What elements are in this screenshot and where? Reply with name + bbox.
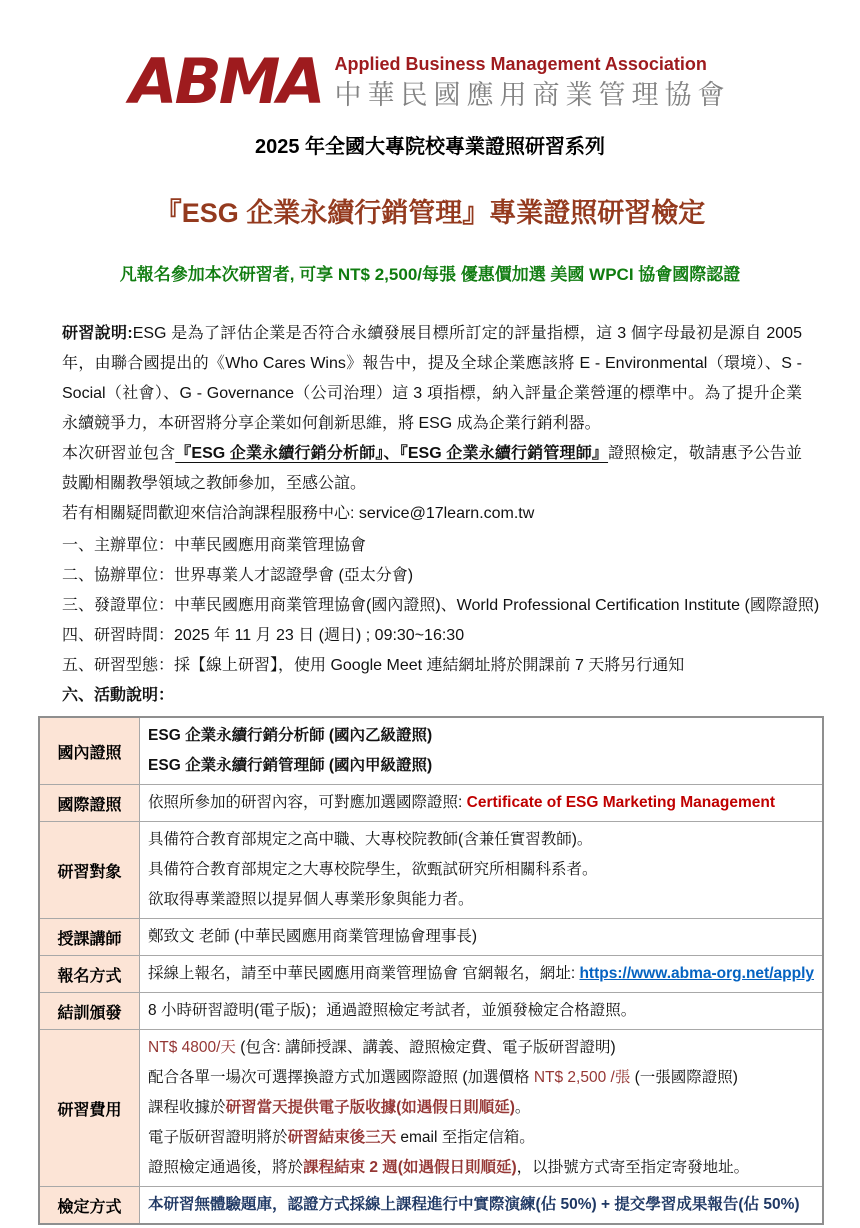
table-row xyxy=(39,956,823,993)
fee-line-5-post: ，以掛號方式寄至指定寄發地址。 xyxy=(516,1159,750,1176)
row-label-domestic-cert: 國內證照 xyxy=(39,717,140,785)
fee-addon-price: NT$ 2,500 /張 xyxy=(533,1069,631,1086)
logo-name-block xyxy=(334,50,730,114)
intro-label: 研習說明: xyxy=(62,325,133,342)
fee-line-3-post: 。 xyxy=(514,1099,531,1116)
table-row xyxy=(39,1187,823,1225)
table-row xyxy=(39,717,823,785)
fee-line-4 xyxy=(148,1123,814,1153)
row-label-lecturer: 授課講師 xyxy=(39,919,140,956)
include-cert-names: 『ESG 企業永續行銷分析師』、『ESG 企業永續行銷管理師』 xyxy=(175,445,609,462)
contact-line: 若有相關疑問歡迎來信洽詢課程服務中心: service@17learn.com.tw xyxy=(62,505,535,522)
fee-mailing-timing: 課程結束 2 週(如遇假日則順延) xyxy=(303,1159,517,1176)
fee-line-1 xyxy=(148,1033,814,1063)
page-title: 『ESG 企業永續行銷管理』專業證照研習檢定 xyxy=(154,198,706,228)
fee-line-5 xyxy=(148,1153,814,1183)
audience-line3: 欲取得專業證照以提昇個人專業形象與能力者。 xyxy=(148,891,474,908)
association-name-en: Applied Business Management Association xyxy=(334,54,707,74)
row-label-international-cert: 國際證照 xyxy=(39,785,140,822)
association-name-zh: 中華民國應用商業管理協會 xyxy=(334,80,731,110)
domestic-cert-line2: ESG 企業永續行銷管理師 (國內甲級證照) xyxy=(148,757,433,774)
include-suffix: 證照檢定，敬請惠予公告並鼓勵相關教學領域之教師參加，至感公誼。 xyxy=(62,445,802,492)
table-row xyxy=(39,785,823,822)
list-item-issuer: 三、發證單位：中華民國應用商業管理協會(國內證照)、World Professional Certification Institute (國際證照) xyxy=(62,597,820,614)
fee-line-2-post: (一張國際證照) xyxy=(630,1069,738,1086)
list-item-co-organizer: 二、協辦單位：世界專業人才認證學會 (亞太分會) xyxy=(62,567,414,584)
fee-line-3 xyxy=(148,1093,814,1123)
fee-certificate-timing: 研習結束後三天 xyxy=(287,1129,397,1146)
international-cert-name: Certificate of ESG Marketing Management xyxy=(466,794,776,811)
list-item-activity: 六、活動說明： xyxy=(62,687,175,704)
fee-price-per-day: NT$ 4800/天 xyxy=(148,1039,236,1056)
row-label-assessment: 檢定方式 xyxy=(39,1187,140,1225)
list-item-organizer: 一、主辦單位：中華民國應用商業管理協會 xyxy=(62,537,367,554)
assessment-text: 本研習無體驗題庫，認證方式採線上課程進行中實際演練(佔 50%) + 提交學習成果報告(佔 50%) xyxy=(140,1187,823,1225)
fee-receipt-note: 研習當天提供電子版收據(如遇假日則順延) xyxy=(225,1099,515,1116)
row-label-registration: 報名方式 xyxy=(39,956,140,993)
promo-banner: 凡報名參加本次研習者, 可享 NT$ 2,500/每張 優惠價加選 美國 WPCI 協會國際認證 xyxy=(119,265,741,284)
fee-line-4-pre: 電子版研習證明將於 xyxy=(148,1129,288,1146)
fee-line-2-pre: 配合各單一場次可選擇換證方式加選國際證照 (加選價格 xyxy=(148,1069,534,1086)
course-info-table xyxy=(38,716,824,1225)
completion-text: 8 小時研習證明(電子版)；通過證照檢定考試者，並頒發檢定合格證照。 xyxy=(140,993,823,1030)
fee-line-3-pre: 課程收據於 xyxy=(148,1099,226,1116)
fee-line-4-post: email 至指定信箱。 xyxy=(396,1129,535,1146)
info-list xyxy=(62,531,820,711)
include-paragraph xyxy=(62,439,802,499)
include-prefix: 本次研習並包含 xyxy=(62,445,176,462)
registration-prefix: 採線上報名，請至中華民國應用商業管理協會 官網報名，網址: xyxy=(148,965,580,982)
fee-line-2 xyxy=(148,1063,814,1093)
audience-line1: 具備符合教育部規定之高中職、大專校院教師(含兼任實習教師)。 xyxy=(148,831,593,848)
list-item-format: 五、研習型態：採【線上研習】，使用 Google Meet 連結網址將於開課前 7 天將另行通知 xyxy=(62,657,685,674)
row-label-audience: 研習對象 xyxy=(39,822,140,919)
row-label-completion: 結訓頒發 xyxy=(39,993,140,1030)
table-row xyxy=(39,919,823,956)
abma-logo-text: ABMA xyxy=(129,45,323,118)
lecturer-text: 鄭致文 老師 (中華民國應用商業管理協會理事長) xyxy=(140,919,823,956)
international-cert-prefix: 依照所參加的研習內容，可對應加選國際證照: xyxy=(148,794,467,811)
intro-paragraph xyxy=(62,319,802,439)
list-item-time: 四、研習時間：2025 年 11 月 23 日 (週日) ; 09:30~16:30 xyxy=(62,627,465,644)
table-row xyxy=(39,993,823,1030)
fee-line-1-rest: (包含: 講師授課、講義、證照檢定費、電子版研習證明) xyxy=(235,1039,616,1056)
series-title: 2025 年全國大專院校專業證照研習系列 xyxy=(254,136,606,158)
fee-line-5-pre: 證照檢定通過後，將於 xyxy=(148,1159,304,1176)
domestic-cert-line1: ESG 企業永續行銷分析師 (國內乙級證照) xyxy=(148,727,433,744)
apply-url-link[interactable]: https://www.abma-org.net/apply xyxy=(579,965,814,982)
intro-section xyxy=(62,319,802,499)
audience-line2: 具備符合教育部規定之大專校院學生，欲甄試研究所相關科系者。 xyxy=(148,861,598,878)
row-label-fees: 研習費用 xyxy=(39,1030,140,1187)
intro-text: ESG 是為了評估企業是否符合永續發展目標所訂定的評量指標，這 3 個字母最初是源自 2005 年，由聯合國提出的《Who Cares Wins》報告中，提及全球企業應該將 E - Environmental（環境）、S - Social（社會）、G - Governance（公司治理）這 3 項指標，納入評量企業營運的標準中。為了提升企業永續競爭力，本研習將分享企業如何創新思維，將 ESG 成為企業行銷利器。 xyxy=(62,325,802,432)
table-row xyxy=(39,1030,823,1187)
association-logo xyxy=(0,0,860,118)
table-row xyxy=(39,822,823,919)
